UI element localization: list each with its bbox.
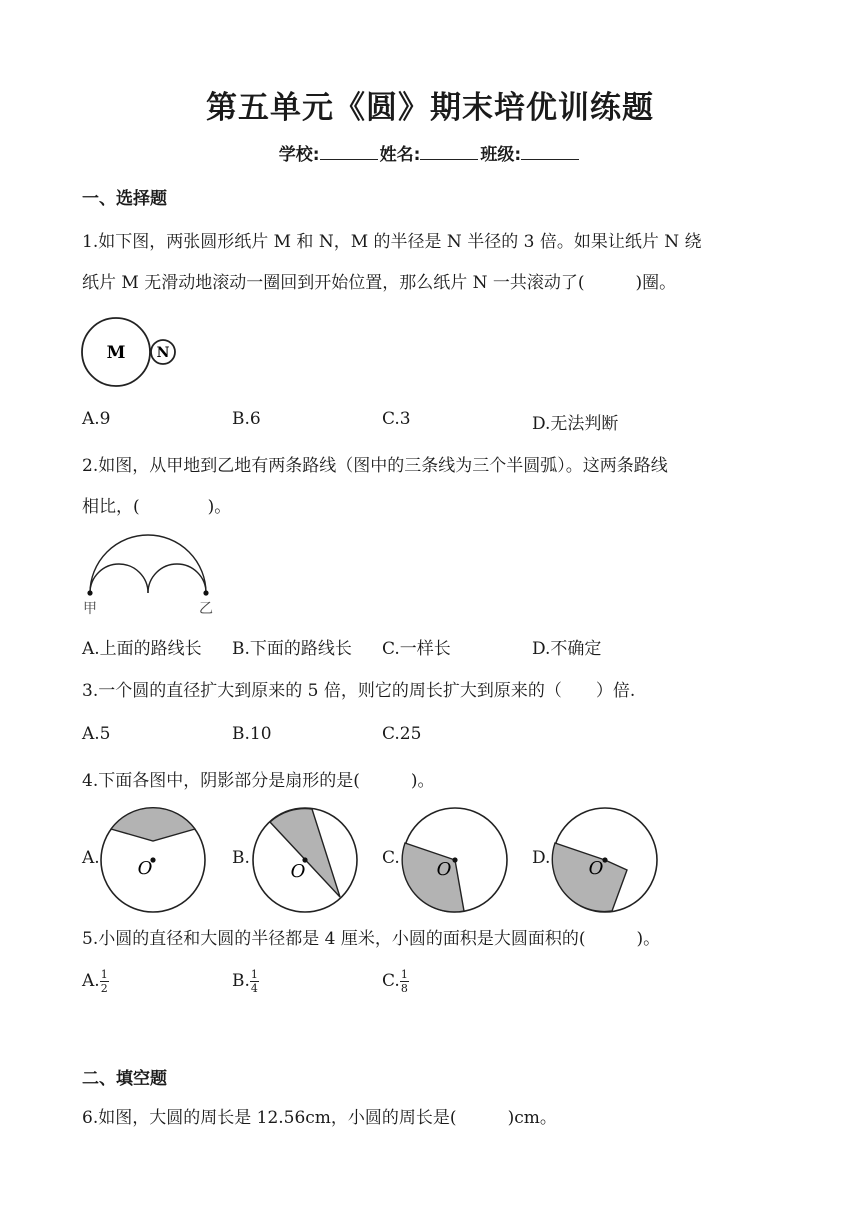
q5-option-a[interactable] [82,968,109,995]
fraction-one-eighth: $\frac{1}{8}$ [400,968,408,995]
question-2-figure [80,530,225,620]
label-m: M [106,343,126,363]
fraction-one-quarter: $\frac{1}{4}$ [250,968,258,995]
q3-option-b[interactable]: B.10 [232,724,272,744]
question-1-options [82,409,782,433]
q5-option-b[interactable] [232,968,259,995]
q1-option-c[interactable]: C.3 [382,409,411,429]
q5-option-c[interactable] [382,968,409,995]
page-title: 第五单元《圆》期末培优训练题 [206,90,654,126]
q4-option-b[interactable]: B. [232,848,250,868]
question-4-text: 4.下面各图中，阴影部分是扇形的是( )。 [82,771,435,791]
q2-option-b[interactable]: B.下面的路线长 [232,639,352,659]
q5-option-a-prefix: A. [82,971,100,991]
question-5-options [82,968,782,1004]
question-5 [82,919,782,960]
question-1 [82,222,782,304]
section-choice-title: 一、选择题 [82,189,167,209]
q4-option-d[interactable]: D. [532,848,551,868]
question-1-figure [78,316,182,388]
question-3-options [82,724,782,748]
q4-figure-c [400,805,510,915]
fraction-one-half: $\frac{1}{2}$ [100,968,108,995]
q2-option-a[interactable]: A.上面的路线长 [82,639,202,659]
name-label: 姓名: [379,145,421,165]
class-label: 班级: [480,145,522,165]
q3-option-c[interactable]: C.25 [382,724,422,744]
question-6-text: 6.如图，大圆的周长是 12.56cm，小圆的周长是( )cm。 [82,1108,557,1128]
small-semicircle-arc-right [148,564,206,593]
q3-option-a[interactable]: A.5 [82,724,111,744]
q1-option-d[interactable]: D.无法判断 [532,414,619,434]
question-2-line-2: 相比，( )。 [82,497,232,517]
question-2-line-1: 2.如图，从甲地到乙地有两条路线（图中的三条线为三个半圆弧）。这两条路线 [82,456,668,476]
q4-figure-a [98,805,208,915]
section-fill-title: 二、填空题 [82,1069,167,1089]
name-blank [420,143,478,160]
question-3-text: 3.一个圆的直径扩大到原来的 5 倍，则它的周长扩大到原来的（ ）倍. [82,681,636,701]
q5-option-c-prefix: C. [382,971,400,991]
question-5-text: 5.小圆的直径和大圆的半径都是 4 厘米，小圆的面积是大圆面积的( )。 [82,929,661,949]
q5-option-b-prefix: B. [232,971,250,991]
school-blank [320,143,378,160]
school-label: 学校: [278,145,320,165]
class-blank [521,143,579,160]
label-n: N [156,345,170,361]
q1-option-a[interactable]: A.9 [82,409,111,429]
label-yi: 乙 [199,601,213,617]
question-1-line-2: 纸片 M 无滑动地滚动一圈回到开始位置，那么纸片 N 一共滚动了( )圈。 [82,273,677,293]
center-label-a: O [137,858,153,879]
center-label-c: O [436,859,452,880]
q1-option-b[interactable]: B.6 [232,409,261,429]
small-semicircle-arc-left [90,564,148,593]
question-2-options [82,634,782,658]
question-4 [82,761,782,802]
q2-option-c[interactable]: C.一样长 [382,639,451,659]
question-6 [82,1098,782,1139]
large-semicircle-arc [90,535,206,593]
q4-option-a[interactable]: A. [82,848,100,868]
question-1-line-1: 1.如下图，两张圆形纸片 M 和 N，M 的半径是 N 半径的 3 倍。如果让纸片 N 绕 [82,232,702,252]
question-2 [82,446,782,528]
center-label-d: O [588,858,604,879]
q2-option-d[interactable]: D.不确定 [532,639,602,659]
q4-option-c[interactable]: C. [382,848,400,868]
label-jia: 甲 [83,601,97,617]
q4-figure-d [550,805,660,915]
q4-figure-b [250,805,360,915]
center-label-b: O [290,861,306,882]
point-b [203,590,208,595]
question-3 [82,671,782,712]
point-a [87,590,92,595]
student-info [0,140,860,165]
